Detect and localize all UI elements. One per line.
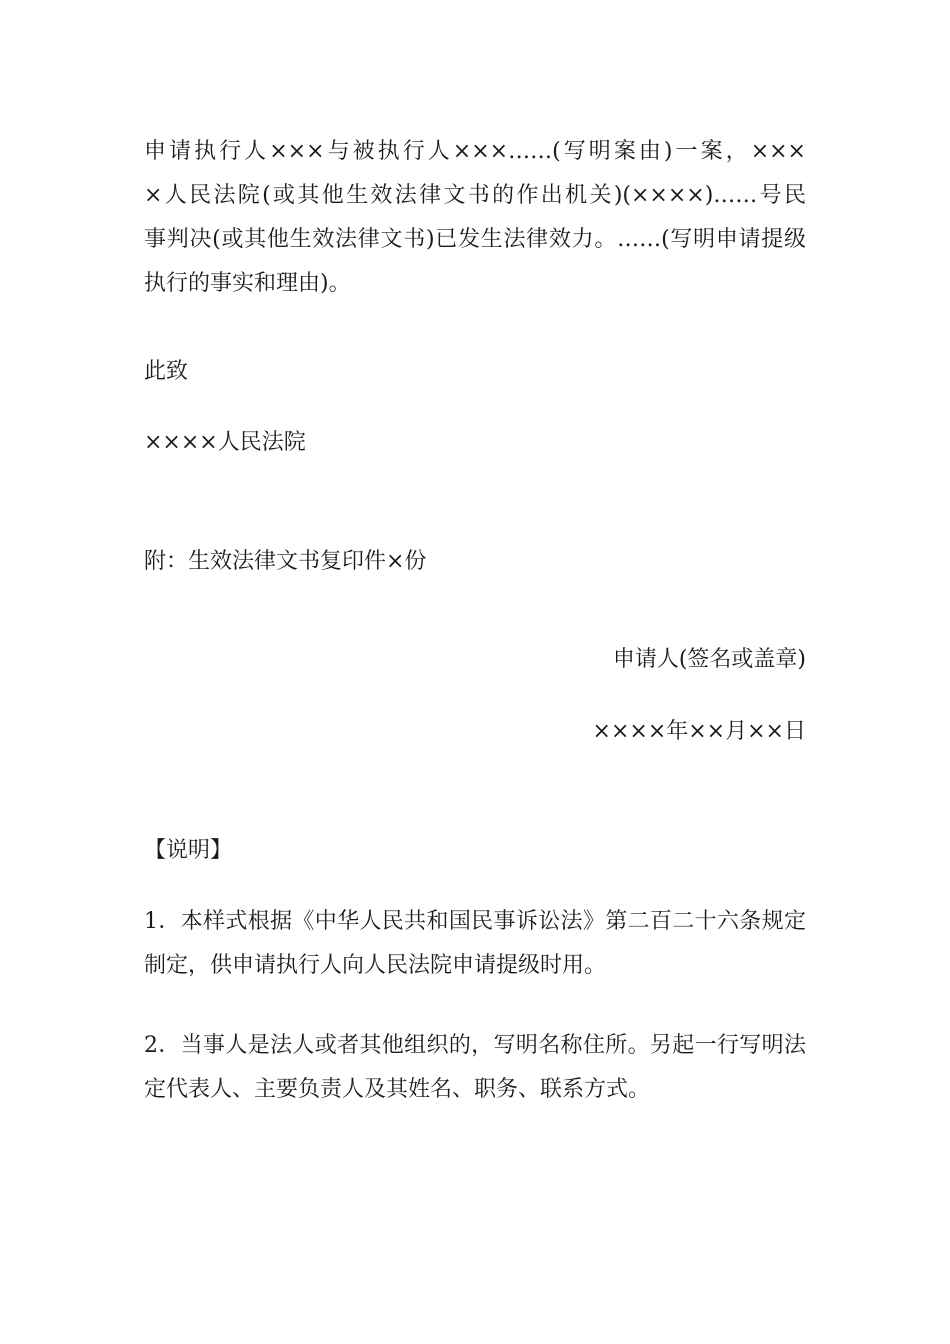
- signature: [144, 638, 806, 682]
- attachment-text: 附：生效法律文书复印件×份: [144, 549, 427, 574]
- note-line: 1．本样式根据《中华人民共和国民事诉讼法》第二百二十六条规定: [144, 909, 806, 934]
- body-line: ×人民法院(或其他生效法律文书的作出机关)(××××)……号民: [144, 183, 806, 208]
- note-line: 制定，供申请执行人向人民法院申请提级时用。: [144, 953, 607, 978]
- note-item-1: [144, 900, 806, 988]
- signature-text: 申请人(签名或盖章): [612, 647, 806, 672]
- attachment: [144, 540, 806, 584]
- body-line: 事判决(或其他生效法律文书)已发生法律效力。……(写明申请提级: [144, 227, 806, 252]
- date-text: ××××年××月××日: [592, 719, 806, 744]
- notes-heading: [144, 829, 806, 873]
- recipient-text: ××××人民法院: [144, 430, 306, 455]
- note-item-2: [144, 1024, 806, 1112]
- body-line: 申请执行人×××与被执行人×××……(写明案由)一案，×××: [144, 139, 806, 164]
- salutation: [144, 350, 806, 394]
- recipient: [144, 421, 806, 465]
- body-paragraph: [144, 130, 806, 306]
- notes-heading-text: 【说明】: [144, 838, 233, 863]
- salutation-text: 此致: [144, 359, 189, 384]
- note-line: 2．当事人是法人或者其他组织的，写明名称住所。另起一行写明法: [144, 1033, 806, 1058]
- date: [144, 710, 806, 754]
- body-line: 执行的事实和理由)。: [144, 271, 351, 296]
- note-line: 定代表人、主要负责人及其姓名、职务、联系方式。: [144, 1077, 651, 1102]
